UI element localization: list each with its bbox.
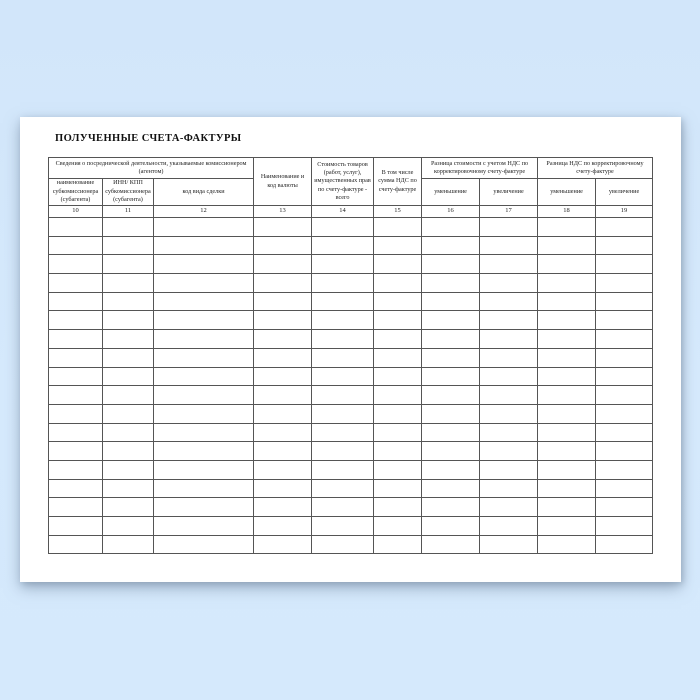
empty-cell (49, 311, 103, 330)
empty-cell (154, 423, 254, 442)
empty-cell (480, 442, 538, 461)
empty-cell (422, 479, 480, 498)
empty-cell (254, 442, 312, 461)
empty-cell (480, 535, 538, 554)
empty-cell (596, 460, 653, 479)
empty-cell (480, 423, 538, 442)
empty-cell (596, 404, 653, 423)
empty-cell (49, 367, 103, 386)
empty-cell (538, 517, 596, 536)
empty-cell (154, 292, 254, 311)
empty-cell (538, 423, 596, 442)
header-vat-amount: В том числе сумма НДС по счету-фактуре (374, 158, 422, 206)
empty-cell (374, 236, 422, 255)
empty-cell (154, 404, 254, 423)
empty-cell (312, 423, 374, 442)
table-body (49, 218, 653, 554)
empty-cell (538, 498, 596, 517)
empty-cell (254, 348, 312, 367)
empty-cell (422, 367, 480, 386)
table-row (49, 517, 653, 536)
empty-cell (49, 442, 103, 461)
empty-cell (374, 367, 422, 386)
empty-cell (422, 255, 480, 274)
empty-cell (312, 348, 374, 367)
empty-cell (154, 517, 254, 536)
document-page (20, 117, 681, 582)
empty-cell (312, 479, 374, 498)
empty-cell (422, 442, 480, 461)
empty-cell (538, 330, 596, 349)
empty-cell (49, 292, 103, 311)
empty-cell (422, 218, 480, 237)
column-number-cell: 15 (374, 206, 422, 218)
table-row (49, 423, 653, 442)
empty-cell (312, 498, 374, 517)
empty-cell (422, 535, 480, 554)
empty-cell (154, 442, 254, 461)
column-number-cell: 16 (422, 206, 480, 218)
header-cost-total: Стоимость товаров (работ, услуг), имущественных прав по счету-фактуре - всего (312, 158, 374, 206)
empty-cell (422, 386, 480, 405)
empty-cell (254, 292, 312, 311)
empty-cell (254, 255, 312, 274)
empty-cell (154, 311, 254, 330)
empty-cell (312, 460, 374, 479)
empty-cell (596, 218, 653, 237)
empty-cell (480, 517, 538, 536)
empty-cell (538, 218, 596, 237)
empty-cell (254, 498, 312, 517)
empty-cell (103, 535, 154, 554)
empty-cell (103, 274, 154, 293)
empty-cell (374, 292, 422, 311)
empty-cell (422, 517, 480, 536)
empty-cell (103, 330, 154, 349)
empty-cell (254, 404, 312, 423)
empty-cell (374, 255, 422, 274)
empty-cell (596, 498, 653, 517)
empty-cell (254, 274, 312, 293)
empty-cell (596, 348, 653, 367)
empty-cell (49, 348, 103, 367)
empty-cell (596, 236, 653, 255)
empty-cell (480, 386, 538, 405)
empty-cell (103, 498, 154, 517)
empty-cell (374, 479, 422, 498)
empty-cell (49, 386, 103, 405)
empty-cell (103, 479, 154, 498)
empty-cell (312, 292, 374, 311)
empty-cell (480, 311, 538, 330)
empty-cell (103, 348, 154, 367)
table-row (49, 367, 653, 386)
empty-cell (254, 479, 312, 498)
empty-cell (480, 367, 538, 386)
empty-cell (312, 218, 374, 237)
empty-cell (254, 386, 312, 405)
received-invoices-table (48, 157, 653, 554)
empty-cell (480, 404, 538, 423)
empty-cell (538, 255, 596, 274)
header-subcommissioner-name: наименование субкомиссионера (субагента) (49, 179, 103, 206)
empty-cell (103, 517, 154, 536)
column-number-cell: 12 (154, 206, 254, 218)
empty-cell (154, 498, 254, 517)
empty-cell (49, 535, 103, 554)
empty-cell (154, 367, 254, 386)
page-title: ПОЛУЧЕННЫЕ СЧЕТА-ФАКТУРЫ (55, 133, 242, 144)
header-cost-decrease: уменьшение (422, 179, 480, 206)
empty-cell (49, 479, 103, 498)
empty-cell (596, 255, 653, 274)
empty-cell (254, 218, 312, 237)
table-row (49, 535, 653, 554)
empty-cell (374, 460, 422, 479)
empty-cell (49, 498, 103, 517)
column-number-cell: 13 (254, 206, 312, 218)
empty-cell (422, 330, 480, 349)
empty-cell (422, 348, 480, 367)
table-row (49, 274, 653, 293)
table-row (49, 498, 653, 517)
table-row (49, 442, 653, 461)
empty-cell (480, 236, 538, 255)
empty-cell (312, 311, 374, 330)
empty-cell (254, 311, 312, 330)
empty-cell (312, 367, 374, 386)
empty-cell (312, 535, 374, 554)
empty-cell (374, 386, 422, 405)
table-row (49, 292, 653, 311)
empty-cell (103, 404, 154, 423)
empty-cell (538, 479, 596, 498)
empty-cell (538, 292, 596, 311)
empty-cell (49, 218, 103, 237)
empty-cell (103, 460, 154, 479)
empty-cell (254, 367, 312, 386)
empty-cell (480, 330, 538, 349)
empty-cell (422, 498, 480, 517)
column-number-cell: 18 (538, 206, 596, 218)
empty-cell (49, 274, 103, 293)
empty-cell (103, 367, 154, 386)
empty-cell (538, 535, 596, 554)
empty-cell (538, 236, 596, 255)
empty-cell (480, 255, 538, 274)
empty-cell (103, 292, 154, 311)
empty-cell (538, 386, 596, 405)
empty-cell (103, 236, 154, 255)
empty-cell (154, 348, 254, 367)
empty-cell (254, 535, 312, 554)
column-number-row (49, 206, 653, 218)
table-row (49, 311, 653, 330)
empty-cell (596, 274, 653, 293)
empty-cell (312, 386, 374, 405)
table-row (49, 404, 653, 423)
empty-cell (480, 218, 538, 237)
empty-cell (49, 404, 103, 423)
empty-cell (312, 255, 374, 274)
empty-cell (596, 517, 653, 536)
table-row (49, 255, 653, 274)
empty-cell (374, 535, 422, 554)
empty-cell (374, 423, 422, 442)
empty-cell (596, 367, 653, 386)
empty-cell (103, 423, 154, 442)
header-vat-diff-group: Разница НДС по корректировочному счету-фактуре (538, 158, 653, 179)
header-currency: Наименование и код валюты (254, 158, 312, 206)
table-row (49, 330, 653, 349)
empty-cell (312, 274, 374, 293)
empty-cell (596, 311, 653, 330)
table-row (49, 386, 653, 405)
empty-cell (154, 236, 254, 255)
column-number-cell: 10 (49, 206, 103, 218)
header-subcommissioner-inn: ИНН/ КПП субкомиссионера (субагента) (103, 179, 154, 206)
empty-cell (103, 442, 154, 461)
empty-cell (374, 218, 422, 237)
empty-cell (422, 274, 480, 293)
table-row (49, 236, 653, 255)
empty-cell (480, 348, 538, 367)
empty-cell (538, 348, 596, 367)
empty-cell (422, 292, 480, 311)
empty-cell (103, 255, 154, 274)
empty-cell (538, 367, 596, 386)
empty-cell (312, 404, 374, 423)
empty-cell (312, 517, 374, 536)
empty-cell (374, 311, 422, 330)
header-cost-diff-group: Разница стоимости с учетом НДС по корректировочному счету-фактуре (422, 158, 538, 179)
empty-cell (49, 423, 103, 442)
empty-cell (596, 330, 653, 349)
empty-cell (422, 460, 480, 479)
empty-cell (422, 311, 480, 330)
empty-cell (422, 423, 480, 442)
empty-cell (596, 386, 653, 405)
empty-cell (596, 442, 653, 461)
empty-cell (312, 236, 374, 255)
empty-cell (480, 479, 538, 498)
empty-cell (49, 330, 103, 349)
empty-cell (312, 330, 374, 349)
table-row (49, 460, 653, 479)
empty-cell (374, 498, 422, 517)
empty-cell (374, 404, 422, 423)
empty-cell (254, 460, 312, 479)
empty-cell (254, 236, 312, 255)
header-cost-increase: увеличение (480, 179, 538, 206)
empty-cell (374, 442, 422, 461)
empty-cell (154, 479, 254, 498)
empty-cell (538, 274, 596, 293)
empty-cell (154, 274, 254, 293)
header-group-row (49, 158, 653, 179)
empty-cell (103, 218, 154, 237)
empty-cell (538, 404, 596, 423)
empty-cell (154, 535, 254, 554)
empty-cell (254, 330, 312, 349)
empty-cell (480, 274, 538, 293)
empty-cell (154, 255, 254, 274)
empty-cell (103, 311, 154, 330)
empty-cell (49, 255, 103, 274)
header-vat-decrease: уменьшение (538, 179, 596, 206)
empty-cell (480, 460, 538, 479)
column-number-cell: 17 (480, 206, 538, 218)
column-number-cell: 11 (103, 206, 154, 218)
empty-cell (49, 236, 103, 255)
empty-cell (374, 274, 422, 293)
table-row (49, 218, 653, 237)
header-deal-type-code: код вида сделки (154, 179, 254, 206)
empty-cell (374, 517, 422, 536)
table-row (49, 348, 653, 367)
empty-cell (154, 218, 254, 237)
empty-cell (480, 498, 538, 517)
empty-cell (538, 311, 596, 330)
empty-cell (596, 423, 653, 442)
column-number-cell: 14 (312, 206, 374, 218)
empty-cell (374, 330, 422, 349)
empty-cell (254, 423, 312, 442)
column-number-cell: 19 (596, 206, 653, 218)
empty-cell (103, 386, 154, 405)
table-header (49, 158, 653, 218)
empty-cell (480, 292, 538, 311)
empty-cell (254, 517, 312, 536)
empty-cell (596, 292, 653, 311)
empty-cell (596, 479, 653, 498)
empty-cell (422, 404, 480, 423)
empty-cell (312, 442, 374, 461)
header-vat-increase: увеличение (596, 179, 653, 206)
empty-cell (154, 386, 254, 405)
empty-cell (49, 517, 103, 536)
empty-cell (154, 460, 254, 479)
empty-cell (422, 236, 480, 255)
empty-cell (49, 460, 103, 479)
header-mediator-group: Сведения о посреднической деятельности, указываемые комиссионером (агентом) (49, 158, 254, 179)
empty-cell (596, 535, 653, 554)
empty-cell (374, 348, 422, 367)
empty-cell (154, 330, 254, 349)
empty-cell (538, 442, 596, 461)
empty-cell (538, 460, 596, 479)
table-row (49, 479, 653, 498)
